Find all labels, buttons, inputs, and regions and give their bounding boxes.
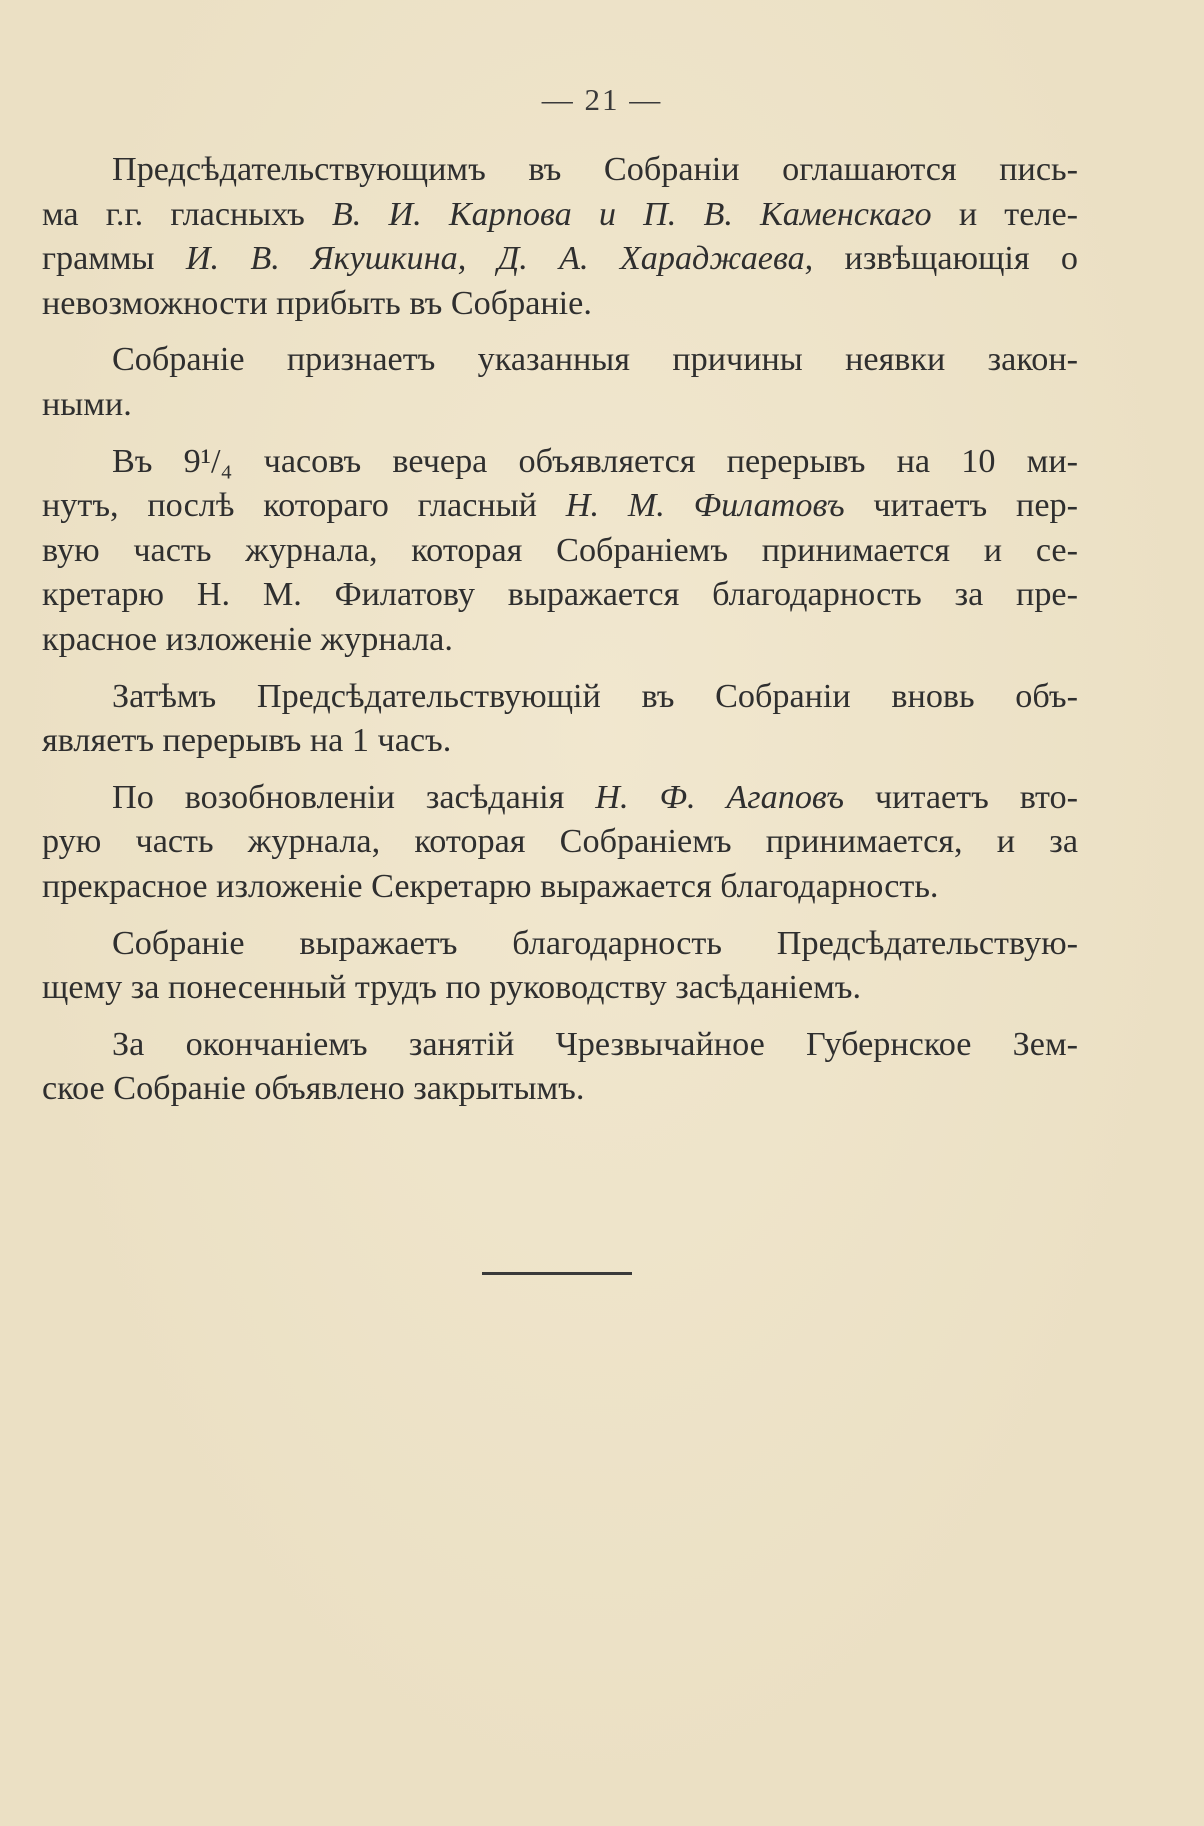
text-line [42,484,1078,529]
text-segment: являетъ перерывъ на 1 часъ. [42,722,452,760]
text-line [42,618,1078,663]
text-segment: невозможности прибыть въ Собраніе. [42,284,592,322]
text-segment: щему за понесенный трудъ по руководству засѣданіемъ. [42,969,862,1007]
text-line [42,573,1078,618]
text-segment: читаетъ пер- [844,487,1078,525]
text-line [42,237,1078,282]
person-name: В. И. Карпова и П. В. Каменскаго [331,195,932,233]
text-segment: граммы [42,240,186,278]
text-segment: извѣщающія о [813,240,1079,278]
text-segment: и теле- [931,195,1079,233]
text-segment: рую часть журнала, которая Собраніемъ принимается, и за [42,823,1078,861]
page-number: — 21 — [541,82,663,117]
text-line [42,529,1078,574]
text-segment: Предсѣдательствующимъ въ Собраніи оглашаются пись- [112,151,1078,188]
text-segment: красное изложеніе журнала. [42,620,453,658]
paragraph [42,675,1078,764]
text-line [42,776,1078,821]
text-line [42,966,1078,1011]
text-line [42,338,1078,383]
text-line [42,282,1078,327]
text-segment: прекрасное изложеніе Секретарю выражается благодарность. [42,867,939,905]
text-line [42,820,1078,865]
text-segment: ское Собраніе объявлено закрытымъ. [42,1070,585,1108]
text-line [42,193,1078,238]
text-segment: По возобновленіи засѣданія [112,778,596,816]
text-line [42,148,1078,193]
person-name: Н. М. Филатовъ [565,487,845,525]
paragraph [42,148,1078,326]
body-text [42,148,1078,1124]
person-name: Н. Ф. Агаповъ [595,778,845,816]
text-segment: Въ 9¹/₄ часовъ вечера объявляется перерывъ на 10 ми- [112,442,1078,480]
paragraph [42,776,1078,910]
text-segment: ными. [42,385,132,423]
text-segment: Затѣмъ Предсѣдательствующій въ Собраніи вновь объ- [112,677,1078,715]
text-segment: Собраніе выражаетъ благодарность Предсѣдательствую- [112,924,1078,962]
text-segment: Собраніе признаетъ указанныя причины неявки закон- [112,341,1078,379]
paragraph [42,440,1078,663]
text-segment: нутъ, послѣ котораго гласный [42,487,566,525]
paragraph [42,1023,1078,1112]
text-segment: вую часть журнала, которая Собраніемъ принимается и се- [42,531,1078,569]
text-segment: читаетъ вто- [844,778,1078,816]
text-line [42,865,1078,910]
closing-rule [482,1272,632,1275]
text-line [42,1023,1078,1068]
paragraph [42,922,1078,1011]
text-segment: кретарю Н. М. Филатову выражается благодарность за пре- [42,576,1078,614]
text-line [42,922,1078,967]
text-line [42,719,1078,764]
person-name: И. В. Якушкина, Д. А. Хараджаева, [185,240,814,278]
text-line [42,440,1078,485]
text-line [42,1067,1078,1112]
text-segment: За окончаніемъ занятій Чрезвычайное Губернское Зем- [112,1025,1078,1063]
text-line [42,383,1078,428]
text-segment: ма г.г. гласныхъ [42,195,332,233]
paragraph [42,338,1078,427]
text-line [42,675,1078,720]
